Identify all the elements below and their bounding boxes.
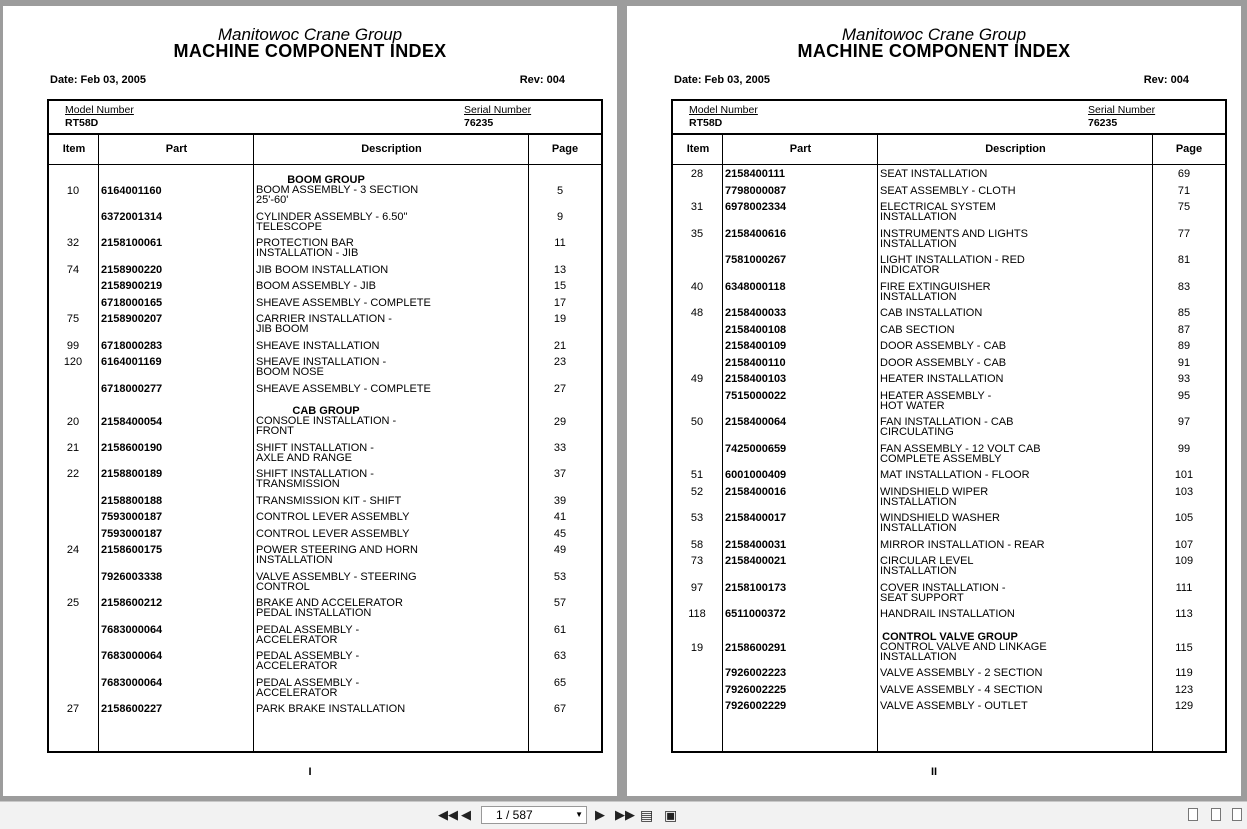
group-heading: CAB GROUP bbox=[292, 405, 360, 417]
part-number-cell: 6348000118 bbox=[725, 280, 786, 293]
page-number-cell: 19 bbox=[553, 313, 567, 325]
part-number-cell: 2158400031 bbox=[725, 538, 787, 551]
column-header-part: Part bbox=[789, 143, 812, 155]
page-number-cell: 115 bbox=[1175, 641, 1193, 654]
description-line: INDICATOR bbox=[880, 264, 940, 276]
description-cell bbox=[256, 678, 526, 698]
model-number-label: Model Number bbox=[689, 104, 758, 116]
page-number-cell: 13 bbox=[553, 263, 567, 276]
item-cell: 31 bbox=[690, 201, 704, 213]
description-line: DOOR ASSEMBLY - CAB bbox=[880, 356, 1007, 369]
serial-number-value: 76235 bbox=[464, 117, 494, 129]
description-line: INSTALLATION bbox=[880, 290, 957, 303]
part-number-cell: 7683000064 bbox=[101, 623, 163, 636]
page-number-cell: 17 bbox=[553, 296, 567, 309]
description-line: HEATER ASSEMBLY - bbox=[880, 389, 992, 402]
page-number-cell: 109 bbox=[1174, 555, 1194, 567]
part-number-cell: 6001000409 bbox=[725, 469, 787, 481]
item-cell: 50 bbox=[690, 416, 704, 428]
part-number-cell: 7515000022 bbox=[725, 389, 787, 402]
description-line: SHEAVE ASSEMBLY - COMPLETE bbox=[256, 296, 431, 309]
item-cell: 10 bbox=[66, 185, 80, 197]
description-line: MAT INSTALLATION - FLOOR bbox=[880, 469, 1030, 481]
description-cell bbox=[880, 391, 1150, 411]
first-page-icon[interactable]: ◀◀ bbox=[438, 807, 458, 822]
part-number-cell: 2158900220 bbox=[101, 263, 163, 276]
description-cell bbox=[880, 202, 1150, 222]
description-line: SEAT SUPPORT bbox=[880, 591, 964, 604]
description-cell bbox=[880, 540, 1150, 550]
part-number-cell: 2158100061 bbox=[101, 237, 163, 249]
table-header bbox=[673, 133, 1225, 165]
page-number-cell: 123 bbox=[1174, 683, 1194, 696]
description-line: SEAT INSTALLATION bbox=[880, 168, 988, 180]
item-cell: 28 bbox=[690, 168, 704, 180]
part-number-cell: 2158600175 bbox=[101, 544, 163, 556]
component-table bbox=[671, 99, 1227, 753]
description-line: CAB INSTALLATION bbox=[880, 307, 983, 319]
table-body bbox=[673, 164, 1225, 751]
part-number-cell: 6164001169 bbox=[101, 356, 162, 368]
description-line: CIRCULATING bbox=[880, 426, 954, 438]
page-number-cell: 119 bbox=[1175, 667, 1193, 679]
part-number-cell: 6372001314 bbox=[101, 210, 163, 223]
part-number-cell: 2158800188 bbox=[101, 494, 163, 507]
description-line: CAB SECTION bbox=[880, 323, 955, 336]
description-line: BOOM NOSE bbox=[256, 366, 324, 378]
description-cell bbox=[880, 341, 1150, 351]
page-number-cell: 63 bbox=[553, 650, 567, 662]
description-cell bbox=[880, 444, 1150, 464]
description-line: INSTALLATION - JIB bbox=[256, 247, 359, 259]
item-cell: 49 bbox=[690, 373, 704, 385]
thumbnail-view-icon[interactable] bbox=[1211, 808, 1221, 821]
description-line: AXLE AND RANGE bbox=[256, 451, 352, 464]
part-number-cell: 7581000267 bbox=[725, 254, 787, 266]
single-page-view-icon[interactable] bbox=[1188, 808, 1198, 821]
part-number-cell: 2158900219 bbox=[101, 280, 163, 292]
description-line: VALVE ASSEMBLY - 4 SECTION bbox=[880, 683, 1043, 696]
description-cell bbox=[256, 341, 526, 351]
description-line: COMPLETE ASSEMBLY bbox=[880, 452, 1002, 465]
item-cell: 120 bbox=[63, 356, 83, 368]
item-cell: 22 bbox=[66, 468, 80, 480]
description-cell bbox=[256, 175, 526, 205]
description-line: ACCELERATOR bbox=[256, 686, 338, 699]
part-number-cell: 2158400064 bbox=[725, 416, 787, 428]
description-line: PEDAL ASSEMBLY - bbox=[256, 676, 360, 689]
part-number-cell: 6164001160 bbox=[101, 185, 162, 197]
page-number-cell: 81 bbox=[1177, 254, 1191, 266]
description-cell bbox=[256, 281, 526, 291]
description-cell bbox=[256, 298, 526, 308]
description-cell bbox=[880, 701, 1150, 711]
page-number-cell: 45 bbox=[553, 527, 567, 540]
description-line: TRANSMISSION KIT - SHIFT bbox=[256, 494, 402, 507]
description-cell bbox=[880, 358, 1150, 368]
description-line: CYLINDER ASSEMBLY - 6.50" bbox=[256, 210, 408, 223]
item-cell: 25 bbox=[66, 597, 80, 609]
part-number-cell: 6718000283 bbox=[101, 339, 163, 352]
page-number-cell: 111 bbox=[1175, 581, 1193, 594]
description-cell bbox=[256, 704, 526, 714]
page-number-cell: 103 bbox=[1174, 485, 1194, 498]
item-cell: 40 bbox=[690, 280, 704, 293]
page-number-cell: 87 bbox=[1177, 323, 1191, 336]
item-cell: 74 bbox=[66, 263, 80, 276]
item-cell: 52 bbox=[690, 485, 704, 498]
page-number-cell: 129 bbox=[1174, 700, 1194, 712]
description-line: CONTROL VALVE AND LINKAGE bbox=[880, 640, 1047, 653]
item-cell: 48 bbox=[690, 307, 704, 319]
description-cell bbox=[256, 384, 526, 394]
description-line: WINDSHIELD WIPER bbox=[880, 485, 989, 498]
description-line: VALVE ASSEMBLY - STEERING bbox=[256, 570, 417, 583]
description-line: TELESCOPE bbox=[256, 220, 323, 233]
page-number-cell: 61 bbox=[553, 623, 567, 636]
description-cell bbox=[256, 512, 526, 522]
column-header-description: Description bbox=[361, 143, 422, 155]
description-cell bbox=[880, 632, 1150, 662]
description-line: ACCELERATOR bbox=[256, 633, 338, 646]
description-line: INSTALLATION bbox=[880, 565, 957, 577]
item-cell: 118 bbox=[688, 608, 706, 620]
page-number-cell: 101 bbox=[1174, 469, 1194, 481]
description-line: CONTROL bbox=[256, 580, 310, 593]
description-line: PEDAL ASSEMBLY - bbox=[256, 650, 360, 662]
description-line: PROTECTION BAR bbox=[256, 237, 354, 249]
description-line: CIRCULAR LEVEL bbox=[880, 555, 974, 567]
description-cell bbox=[256, 406, 526, 436]
description-line: INSTRUMENTS AND LIGHTS bbox=[880, 227, 1028, 240]
part-number-cell: 2158400111 bbox=[725, 168, 785, 180]
part-number-cell: 6718000277 bbox=[101, 382, 163, 395]
two-page-icon[interactable]: ▣ bbox=[664, 807, 678, 823]
description-line: INSTALLATION bbox=[880, 650, 957, 663]
page-number-cell: 27 bbox=[553, 382, 567, 395]
model-number-value: RT58D bbox=[689, 117, 723, 129]
item-cell: 19 bbox=[690, 641, 704, 654]
description-cell bbox=[880, 255, 1150, 275]
description-line: DOOR ASSEMBLY - CAB bbox=[880, 340, 1007, 352]
item-cell: 21 bbox=[66, 441, 80, 454]
description-line: BRAKE AND ACCELERATOR bbox=[256, 597, 403, 609]
document-title: MACHINE COMPONENT INDEX bbox=[173, 41, 447, 61]
description-line: HOT WATER bbox=[880, 399, 945, 412]
company-name: Manitowoc Crane Group bbox=[841, 25, 1027, 44]
document-date: Date: Feb 03, 2005 bbox=[50, 74, 146, 86]
description-cell bbox=[880, 487, 1150, 507]
description-line: SHIFT INSTALLATION - bbox=[256, 468, 374, 480]
description-cell bbox=[880, 169, 1150, 179]
description-line: SHEAVE INSTALLATION - bbox=[256, 356, 387, 368]
description-line: FAN INSTALLATION - CAB bbox=[880, 416, 1014, 428]
model-number-value: RT58D bbox=[65, 117, 99, 129]
part-number-cell: 7798000087 bbox=[725, 184, 787, 197]
description-line: FRONT bbox=[256, 425, 294, 437]
description-cell bbox=[256, 529, 526, 539]
description-line: INSTALLATION bbox=[880, 237, 957, 250]
group-heading: BOOM GROUP bbox=[287, 174, 365, 186]
description-line: SHIFT INSTALLATION - bbox=[256, 441, 374, 454]
description-line: JIB BOOM bbox=[256, 323, 309, 335]
part-number-cell: 2158400103 bbox=[725, 373, 787, 385]
description-line: MIRROR INSTALLATION - REAR bbox=[880, 538, 1045, 551]
part-number-cell: 2158600291 bbox=[725, 641, 787, 654]
page-number-cell: 57 bbox=[553, 597, 567, 609]
page-number-cell: 105 bbox=[1174, 512, 1194, 524]
item-cell: 51 bbox=[690, 469, 704, 481]
page-number-cell: 9 bbox=[556, 210, 564, 223]
part-number-cell: 2158100173 bbox=[725, 581, 787, 594]
fit-page-icon[interactable]: ▤ bbox=[640, 807, 654, 823]
part-number-cell: 7683000064 bbox=[101, 676, 163, 689]
column-header-item: Item bbox=[686, 143, 710, 155]
table-body bbox=[49, 164, 601, 751]
description-line: BOOM ASSEMBLY - 3 SECTION bbox=[256, 184, 419, 196]
part-number-cell: 7593000187 bbox=[101, 527, 163, 540]
page-number-cell: 11 bbox=[554, 237, 566, 249]
item-cell: 73 bbox=[690, 555, 704, 567]
part-number-cell: 2158400021 bbox=[725, 555, 787, 567]
item-cell: 35 bbox=[690, 227, 704, 240]
part-number-cell: 2158400616 bbox=[725, 227, 787, 240]
model-info-row bbox=[673, 101, 1225, 135]
part-number-cell: 2158400110 bbox=[725, 356, 786, 369]
description-line: INSTALLATION bbox=[880, 495, 957, 508]
column-header-description: Description bbox=[985, 143, 1046, 155]
page-number-cell: 67 bbox=[553, 703, 567, 715]
page-number-cell: 39 bbox=[553, 494, 567, 507]
chevron-down-icon: ▼ bbox=[575, 810, 583, 819]
description-line: FIRE EXTINGUISHER bbox=[880, 280, 991, 293]
description-line: 25'-60' bbox=[256, 194, 289, 206]
item-cell: 58 bbox=[690, 538, 704, 551]
prev-page-icon[interactable]: ◀ bbox=[461, 807, 471, 822]
part-number-cell: 7926002225 bbox=[725, 683, 787, 696]
part-number-cell: 7926002223 bbox=[725, 667, 787, 679]
description-line: SEAT ASSEMBLY - CLOTH bbox=[880, 184, 1016, 197]
serial-number-value: 76235 bbox=[1088, 117, 1118, 129]
page-number-input[interactable] bbox=[481, 806, 587, 824]
part-number-cell: 7926002229 bbox=[725, 700, 787, 712]
description-line: BOOM ASSEMBLY - JIB bbox=[256, 280, 377, 292]
model-number-label: Model Number bbox=[65, 104, 134, 116]
page-number-cell: 21 bbox=[553, 339, 567, 352]
page-footer-number: II bbox=[930, 766, 938, 778]
column-header-page: Page bbox=[551, 143, 579, 155]
description-cell bbox=[256, 598, 526, 618]
page-number-cell: 33 bbox=[553, 441, 567, 454]
description-line: PEDAL ASSEMBLY - bbox=[256, 623, 360, 636]
description-cell bbox=[880, 685, 1150, 695]
description-line: PEDAL INSTALLATION bbox=[256, 607, 372, 619]
description-line: HEATER INSTALLATION bbox=[880, 373, 1004, 385]
part-number-cell: 2158600227 bbox=[101, 703, 163, 715]
description-cell bbox=[256, 212, 526, 232]
page-number-cell: 5 bbox=[556, 185, 564, 197]
description-cell bbox=[256, 314, 526, 334]
part-number-cell: 2158900207 bbox=[101, 313, 163, 325]
serial-number-label: Serial Number bbox=[464, 104, 532, 116]
part-number-cell: 2158600190 bbox=[101, 441, 163, 454]
item-cell: 75 bbox=[66, 313, 80, 325]
description-cell bbox=[256, 265, 526, 275]
page-number-cell: 85 bbox=[1177, 307, 1191, 319]
item-cell: 99 bbox=[66, 339, 80, 352]
description-line: SHEAVE INSTALLATION bbox=[256, 339, 380, 352]
page-indicator: 1 / 587 bbox=[496, 808, 533, 822]
part-number-cell: 2158800189 bbox=[101, 468, 163, 480]
continuous-view-icon[interactable] bbox=[1232, 808, 1242, 821]
page-number-cell: 77 bbox=[1177, 227, 1191, 240]
description-cell bbox=[256, 625, 526, 645]
description-cell bbox=[256, 572, 526, 592]
description-line: FAN ASSEMBLY - 12 VOLT CAB bbox=[880, 442, 1041, 455]
description-cell bbox=[880, 470, 1150, 480]
description-cell bbox=[256, 443, 526, 463]
description-line: INSTALLATION bbox=[880, 522, 957, 534]
page-number-cell: 83 bbox=[1177, 280, 1191, 293]
description-cell bbox=[880, 609, 1150, 619]
page-number-cell: 65 bbox=[553, 676, 567, 689]
part-number-cell: 7425000659 bbox=[725, 442, 787, 455]
column-header-item: Item bbox=[62, 143, 86, 155]
description-cell bbox=[880, 282, 1150, 302]
part-number-cell: 2158600212 bbox=[101, 597, 163, 609]
page-number-cell: 97 bbox=[1177, 416, 1191, 428]
last-page-icon[interactable]: ▶▶ bbox=[615, 807, 635, 822]
page-footer-number: I bbox=[308, 766, 312, 778]
page-number-cell: 107 bbox=[1174, 538, 1194, 551]
company-name: Manitowoc Crane Group bbox=[217, 25, 403, 44]
description-line: INSTALLATION bbox=[880, 211, 957, 223]
component-table bbox=[47, 99, 603, 753]
description-line: VALVE ASSEMBLY - 2 SECTION bbox=[880, 667, 1043, 679]
document-revision: Rev: 004 bbox=[519, 74, 565, 86]
table-header bbox=[49, 133, 601, 165]
page-number-cell: 71 bbox=[1177, 184, 1191, 197]
page-number-cell: 69 bbox=[1177, 168, 1191, 180]
page-number-cell: 91 bbox=[1177, 356, 1191, 369]
description-line: JIB BOOM INSTALLATION bbox=[256, 263, 389, 276]
description-line: PARK BRAKE INSTALLATION bbox=[256, 703, 406, 715]
description-cell bbox=[880, 374, 1150, 384]
description-line: CONSOLE INSTALLATION - bbox=[256, 415, 397, 427]
description-line: POWER STEERING AND HORN bbox=[256, 544, 418, 556]
description-line: INSTALLATION bbox=[256, 554, 333, 566]
description-line: VALVE ASSEMBLY - OUTLET bbox=[880, 700, 1028, 712]
part-number-cell: 6718000165 bbox=[101, 296, 163, 309]
item-cell: 27 bbox=[66, 703, 80, 715]
page-number-cell: 95 bbox=[1177, 389, 1191, 402]
item-cell: 53 bbox=[690, 512, 704, 524]
description-cell bbox=[880, 229, 1150, 249]
document-page-1 bbox=[3, 6, 617, 796]
description-line: ACCELERATOR bbox=[256, 660, 338, 672]
document-title: MACHINE COMPONENT INDEX bbox=[797, 41, 1071, 61]
part-number-cell: 6511000372 bbox=[725, 608, 786, 620]
document-revision: Rev: 004 bbox=[1143, 74, 1189, 86]
description-cell bbox=[256, 545, 526, 565]
page-number-cell: 93 bbox=[1177, 373, 1191, 385]
description-cell bbox=[880, 186, 1150, 196]
description-line: TRANSMISSION bbox=[256, 478, 340, 490]
description-line: COVER INSTALLATION - bbox=[880, 581, 1006, 594]
page-number-cell: 113 bbox=[1175, 608, 1193, 620]
page-number-cell: 49 bbox=[553, 544, 567, 556]
description-line: WINDSHIELD WASHER bbox=[880, 512, 1000, 524]
document-date: Date: Feb 03, 2005 bbox=[674, 74, 770, 86]
page-number-cell: 23 bbox=[553, 356, 567, 368]
part-number-cell: 2158400109 bbox=[725, 340, 787, 352]
description-line: SHEAVE ASSEMBLY - COMPLETE bbox=[256, 382, 431, 395]
page-number-cell: 15 bbox=[553, 280, 567, 292]
part-number-cell: 2158400016 bbox=[725, 485, 787, 498]
viewer-toolbar bbox=[0, 801, 1247, 829]
part-number-cell: 2158400108 bbox=[725, 323, 787, 336]
description-cell bbox=[256, 496, 526, 506]
model-info-row bbox=[49, 101, 601, 135]
page-number-cell: 75 bbox=[1177, 201, 1191, 213]
item-cell: 24 bbox=[66, 544, 80, 556]
description-cell bbox=[256, 651, 526, 671]
document-page-2 bbox=[627, 6, 1241, 796]
part-number-cell: 2158400033 bbox=[725, 307, 787, 319]
next-page-icon[interactable]: ▶ bbox=[595, 807, 605, 822]
part-number-cell: 7683000064 bbox=[101, 650, 163, 662]
serial-number-label: Serial Number bbox=[1088, 104, 1156, 116]
description-cell bbox=[880, 583, 1150, 603]
part-number-cell: 2158400017 bbox=[725, 512, 787, 524]
description-cell bbox=[880, 556, 1150, 576]
description-cell bbox=[256, 469, 526, 489]
description-cell bbox=[880, 513, 1150, 533]
page-number-cell: 37 bbox=[553, 468, 567, 480]
page-number-cell: 99 bbox=[1177, 442, 1191, 455]
column-header-page: Page bbox=[1175, 143, 1203, 155]
item-cell: 97 bbox=[690, 581, 704, 594]
part-number-cell: 7926003338 bbox=[101, 570, 163, 583]
description-cell bbox=[256, 357, 526, 377]
part-number-cell: 7593000187 bbox=[101, 511, 163, 523]
page-number-cell: 29 bbox=[553, 416, 567, 428]
item-cell: 32 bbox=[66, 237, 80, 249]
description-line: HANDRAIL INSTALLATION bbox=[880, 608, 1015, 620]
description-cell bbox=[880, 417, 1150, 437]
description-line: CARRIER INSTALLATION - bbox=[256, 313, 392, 325]
description-cell bbox=[880, 308, 1150, 318]
description-line: CONTROL LEVER ASSEMBLY bbox=[256, 511, 410, 523]
item-cell: 20 bbox=[66, 416, 80, 428]
group-heading: CONTROL VALVE GROUP bbox=[882, 630, 1018, 643]
description-cell bbox=[880, 668, 1150, 678]
page-number-cell: 53 bbox=[553, 570, 567, 583]
column-header-part: Part bbox=[165, 143, 188, 155]
description-line: ELECTRICAL SYSTEM bbox=[880, 201, 996, 213]
part-number-cell: 6978002334 bbox=[725, 201, 787, 213]
description-line: LIGHT INSTALLATION - RED bbox=[880, 254, 1025, 266]
page-number-cell: 89 bbox=[1177, 340, 1191, 352]
description-line: CONTROL LEVER ASSEMBLY bbox=[256, 527, 410, 540]
description-cell bbox=[880, 325, 1150, 335]
page-number-cell: 41 bbox=[553, 511, 567, 523]
part-number-cell: 2158400054 bbox=[101, 416, 163, 428]
description-cell bbox=[256, 238, 526, 258]
